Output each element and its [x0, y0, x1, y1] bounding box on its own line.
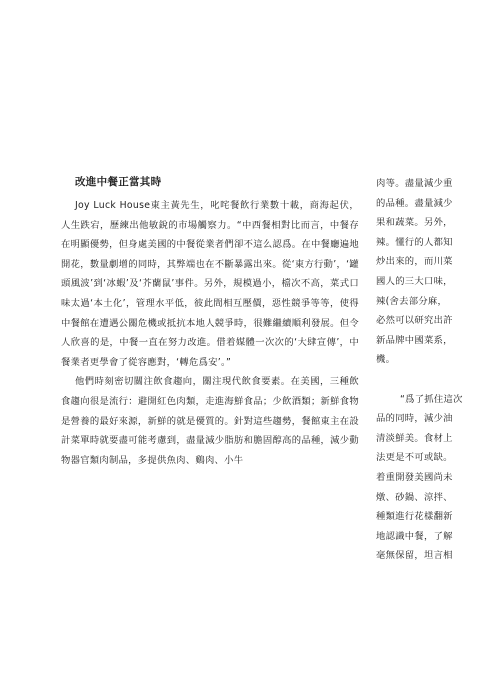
- right-column-line: 的品種。盡量減少: [376, 197, 453, 209]
- article-paragraph-2: 他們時刻密切關注飲食趨向，關注現代飲食要素。在美國，三種飲食趨向很是流行：避開紅色肉類，走進海鮮食品；少飲酒類；新鮮食物是營養的最好來源，新鮮的就是優質的。針對這些趨勢，餐館東主在設計菜單時就要盡可能考慮到，盡量減少脂肪和膽固醇高的品種，減少動物器官類肉制品，多提供魚肉、鷄肉、小牛: [61, 376, 359, 466]
- right-column-line: 國人的三大口味，: [376, 275, 453, 287]
- right-column-line: 毫無保留，坦言相: [376, 550, 453, 562]
- article-title: 改進中餐正當其時: [75, 176, 162, 188]
- right-column-line: 果和蔬菜。另外，: [376, 217, 453, 229]
- right-column-line: “爲了抓住這次: [400, 393, 463, 405]
- right-column-line: 肉等。盡量減少重: [376, 178, 453, 189]
- right-column-line: 必然可以研究出許: [376, 315, 453, 327]
- right-column-line: 品的同時，減少油: [376, 413, 453, 425]
- right-column-line: 新品牌中國菜系，: [376, 334, 453, 346]
- left-column: [61, 174, 359, 470]
- right-column-line: 機。: [376, 354, 396, 366]
- right-column-line: 法更是不可或缺。: [376, 452, 453, 464]
- right-column: [376, 174, 478, 566]
- right-column-line: 種類進行花樣翻新: [376, 511, 453, 523]
- right-column-line: 地認識中餐，了解: [376, 530, 453, 542]
- right-column-line: 辣(舍去部分麻，: [376, 295, 448, 307]
- right-column-line: 炒出來的，而川菜: [376, 256, 453, 268]
- right-column-line: 辣。懂行的人都知: [376, 236, 453, 248]
- right-column-line: 着重開發美國尚未: [376, 471, 453, 483]
- right-column-line: 燉、砂鍋、涼拌、: [376, 491, 453, 503]
- paragraph-gap: [376, 370, 478, 390]
- right-column-line: 清淡鮮美。食材上: [376, 432, 453, 444]
- article-paragraph-1: Joy Luck House東主黃先生，叱咤餐飲行業數十載，商海起伏，人生跌宕，歷練出他敏銳的市場觸察力。“中西餐相對比而言，中餐存在明顯優勢，但身處美國的中餐從業者們卻不這么認爲。在中餐廳遍地開花，數量劇增的同時，其弊端也在不斷暴露出來。從‘東方行動’，‘罐頭風波’到‘冰蝦’及‘芥蘭鼠’事件。另外，規模過小，檔次不高，菜式口味太過‘本土化’，管理水平低，彼此間相互壓價，惡性競爭等等，使得中餐館在遭遇公關危機或抵抗本地人競爭時，很難繼續順利發展。但令人欣喜的是，中餐一直在努力改進。借着媒體一次次的‘大肆宣傳’，中餐業者更學會了從容應對，‘轉危爲安’。”: [61, 200, 359, 368]
